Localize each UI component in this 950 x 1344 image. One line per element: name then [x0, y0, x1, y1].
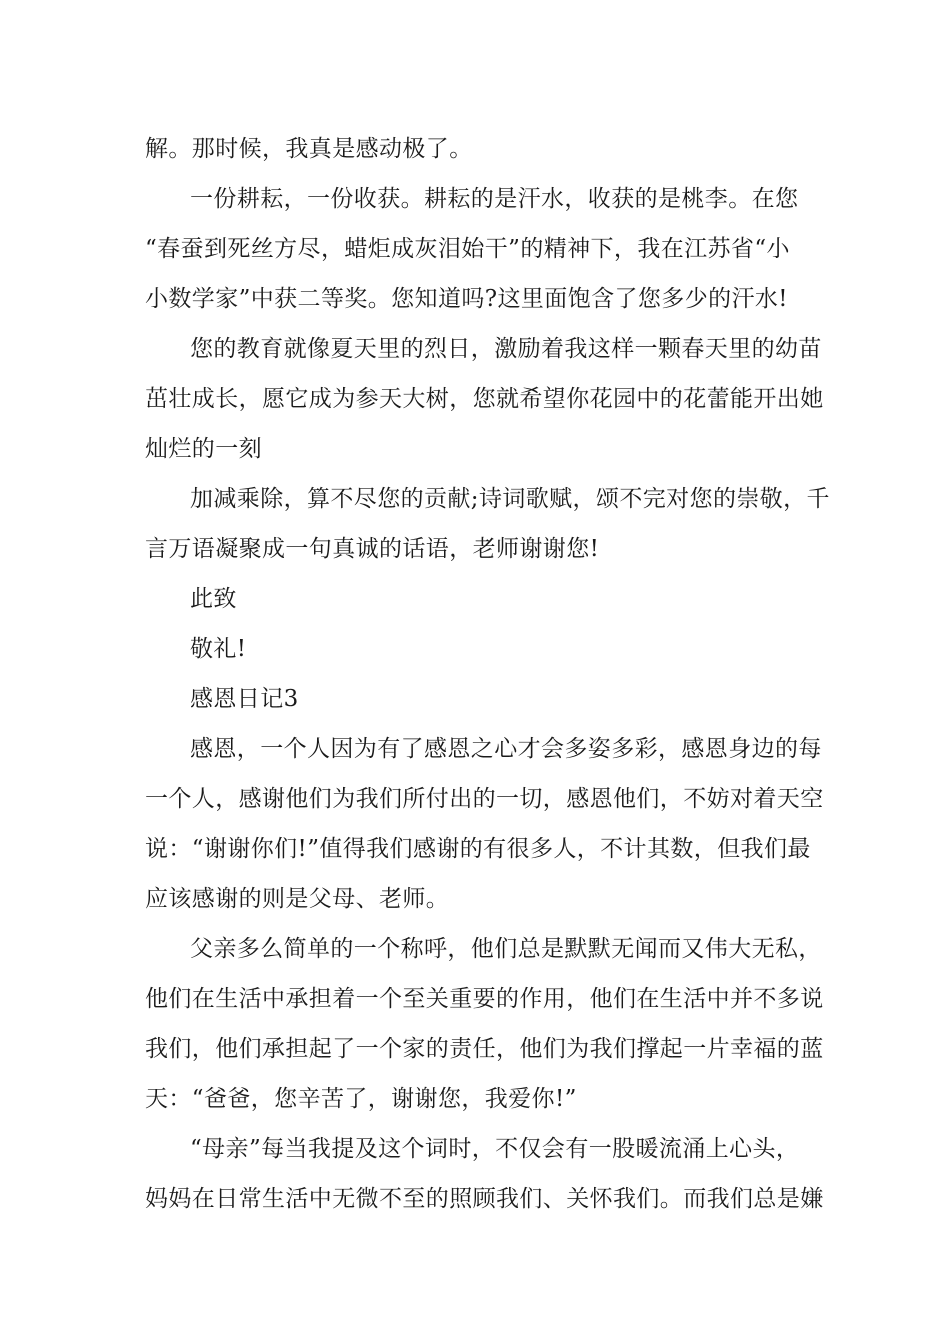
- closing-regards: 敬礼!: [190, 636, 247, 662]
- paragraph-line: 天：“爸爸，您辛苦了，谢谢您，我爱你!”: [145, 1086, 577, 1112]
- paragraph-line: 言万语凝聚成一句真诚的话语，老师谢谢您!: [145, 536, 600, 562]
- paragraph-line: 茁壮成长，愿它成为参天大树，您就希望你花园中的花蕾能开出她: [145, 386, 824, 412]
- paragraph-line: 说：“谢谢你们!”值得我们感谢的有很多人，不计其数，但我们最: [145, 836, 811, 862]
- paragraph-line: 一个人，感谢他们为我们所付出的一切，感恩他们，不妨对着天空: [145, 786, 824, 812]
- paragraph-line: 感恩，一个人因为有了感恩之心才会多姿多彩，感恩身边的每: [190, 736, 822, 762]
- paragraph-line: 加减乘除，算不尽您的贡献;诗词歌赋，颂不完对您的崇敬，千: [190, 486, 830, 512]
- paragraph-line: 妈妈在日常生活中无微不至的照顾我们、关怀我们。而我们总是嫌: [145, 1186, 824, 1212]
- paragraph-line: 您的教育就像夏天里的烈日，激励着我这样一颗春天里的幼苗: [190, 336, 822, 362]
- closing-salutation: 此致: [190, 586, 237, 612]
- paragraph-line: “春蚕到死丝方尽，蜡炬成灰泪始干”的精神下，我在江苏省“小: [145, 236, 790, 262]
- paragraph-line: 我们，他们承担起了一个家的责任，他们为我们撑起一片幸福的蓝: [145, 1036, 824, 1062]
- paragraph-line: 他们在生活中承担着一个至关重要的作用，他们在生活中并不多说: [145, 986, 824, 1012]
- paragraph-line: 父亲多么简单的一个称呼，他们总是默默无闻而又伟大无私，: [190, 936, 822, 962]
- paragraph-line: 应该感谢的则是父母、老师。: [145, 886, 450, 912]
- paragraph-line: 解。那时候，我真是感动极了。: [145, 136, 473, 162]
- paragraph-line: 灿烂的一刻: [145, 436, 262, 462]
- section-heading: 感恩日记3: [190, 686, 299, 712]
- paragraph-line: “母亲”每当我提及这个词时，不仅会有一股暖流涌上心头，: [190, 1136, 800, 1162]
- paragraph-line: 小数学家”中获二等奖。您知道吗?这里面饱含了您多少的汗水!: [145, 286, 788, 312]
- paragraph-line: 一份耕耘，一份收获。耕耘的是汗水，收获的是桃李。在您: [190, 186, 799, 212]
